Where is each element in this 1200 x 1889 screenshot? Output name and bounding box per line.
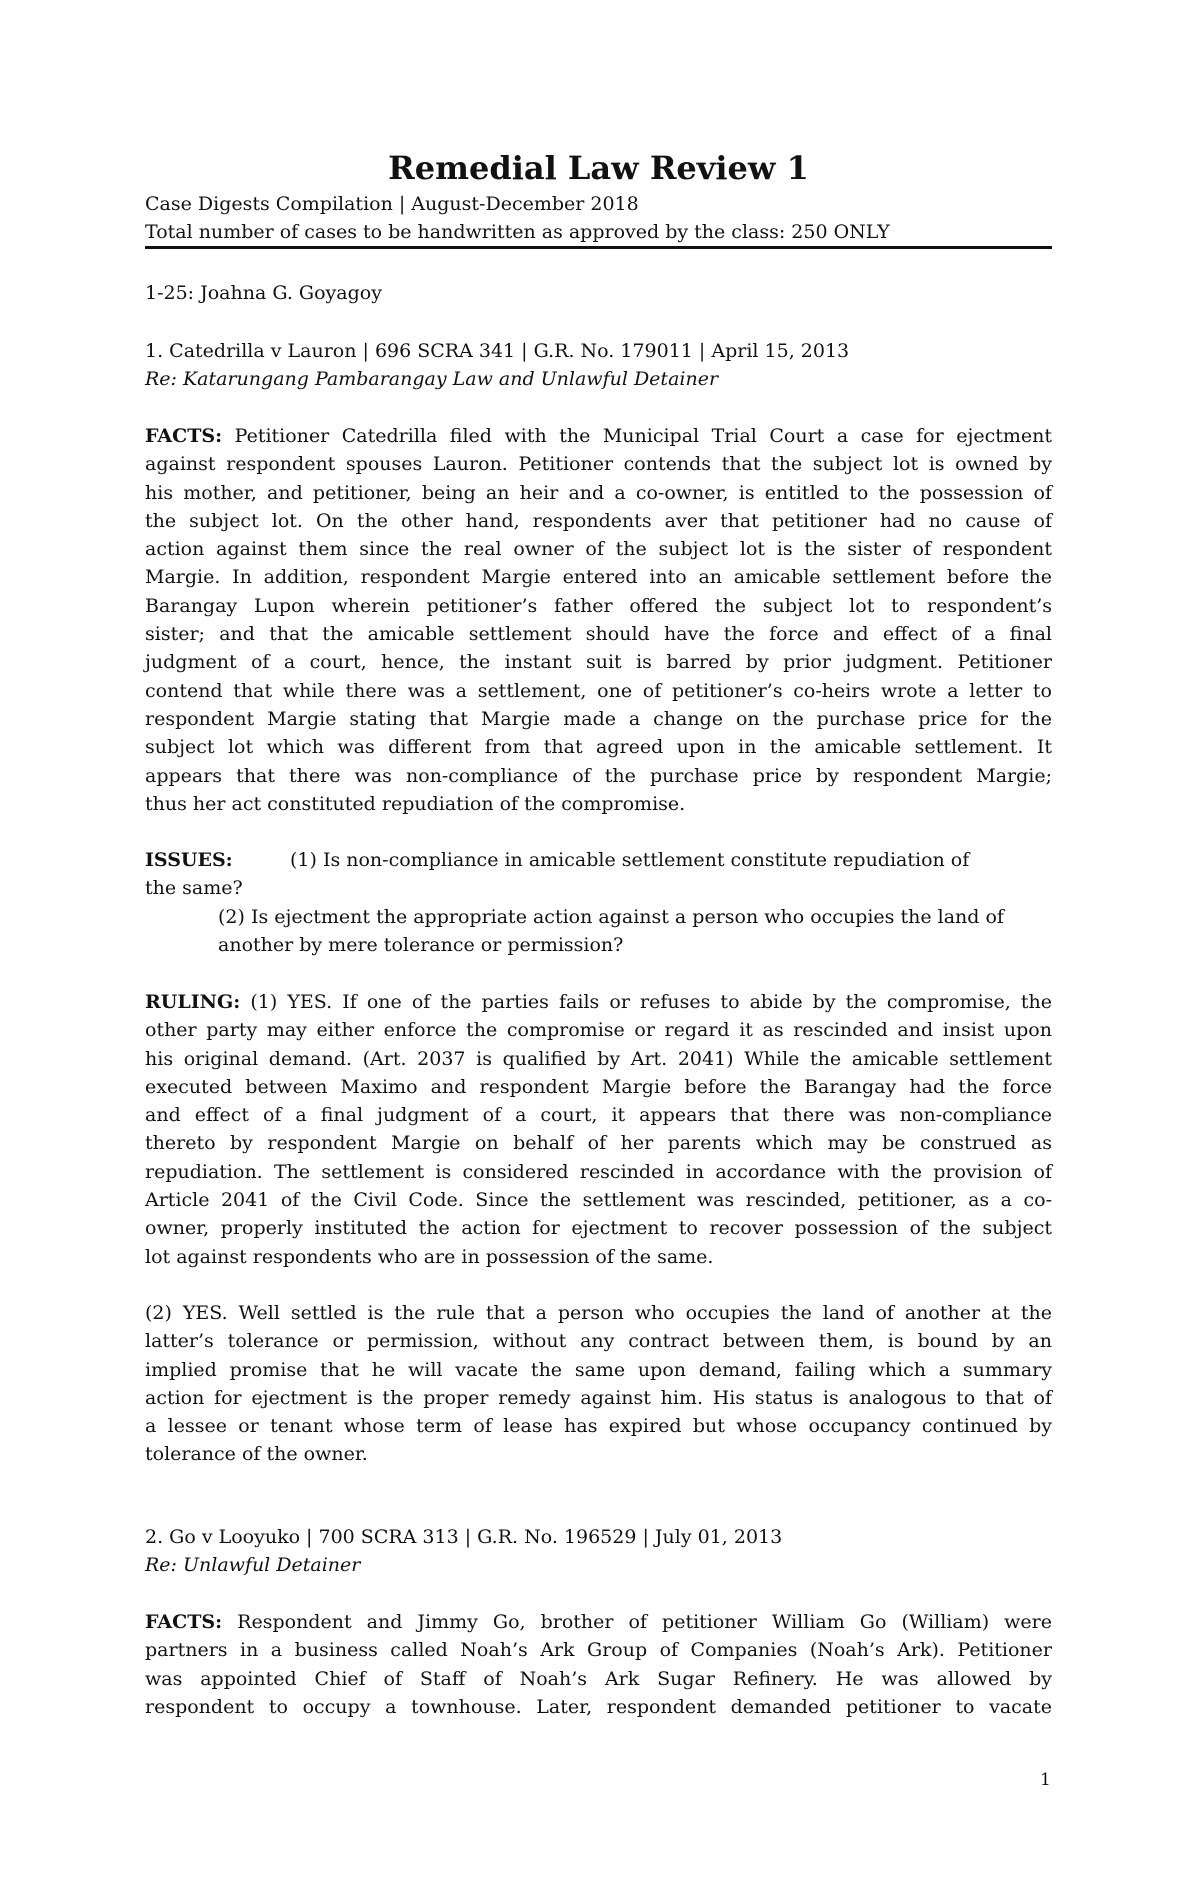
facts-line: FACTS: Respondent and Jimmy Go, brother of petitioner William Go (William) were bbox=[145, 1611, 1052, 1633]
ruling-line: and effect of a final judgment of a court, it appears that there was non-compliance bbox=[145, 1104, 1052, 1127]
facts-line: his mother, and petitioner, being an heir and a co-owner, is entitled to the possession of bbox=[145, 481, 1052, 504]
facts-line: Margie. In addition, respondent Margie entered into an amicable settlement before the bbox=[145, 566, 1052, 589]
facts-line: contend that while there was a settlement, one of petitioner’s co-heirs wrote a letter to bbox=[145, 679, 1052, 702]
case-1-header bbox=[145, 337, 1052, 394]
ruling-line: a lessee or tenant whose term of lease has expired but whose occupancy continued by bbox=[145, 1415, 1052, 1438]
issue-line: (2) Is ejectment the appropriate action against a person who occupies the land of bbox=[218, 905, 1004, 928]
ruling-line: action for ejectment is the proper remedy against him. His status is analogous to that of bbox=[145, 1386, 1052, 1409]
facts-line: Barangay Lupon wherein petitioner’s father offered the subject lot to respondent’s bbox=[145, 594, 1052, 617]
facts-line: against respondent spouses Lauron. Petitioner contends that the subject lot is owned by bbox=[145, 453, 1052, 476]
issue-line: another by mere tolerance or permission? bbox=[218, 933, 624, 956]
issues-label: ISSUES: bbox=[145, 849, 233, 871]
case-heading: 1. Catedrilla v Lauron | 696 SCRA 341 | G.R. No. 179011 | April 15, 2013 bbox=[145, 340, 850, 362]
page-number: 1 bbox=[1040, 1770, 1051, 1790]
ruling-line: repudiation. The settlement is considered rescinded in accordance with the provision of bbox=[145, 1160, 1052, 1183]
ruling-line: executed between Maximo and respondent Margie before the Barangay had the force bbox=[145, 1075, 1052, 1098]
case-topic: Re: Unlawful Detainer bbox=[145, 1554, 361, 1577]
issue-line: the same? bbox=[145, 877, 243, 900]
document-note: Total number of cases to be handwritten as approved by the class: 250 ONLY bbox=[145, 221, 890, 243]
case-2-facts bbox=[145, 1608, 1052, 1721]
facts-label: FACTS: bbox=[145, 1611, 223, 1633]
ruling-line: other party may either enforce the compromise or regard it as rescinded and insist upon bbox=[145, 1019, 1052, 1042]
ruling-line: latter’s tolerance or permission, without any contract between them, is bound by an bbox=[145, 1330, 1052, 1353]
case-topic: Re: Katarungang Pambarangay Law and Unlawful Detainer bbox=[145, 368, 719, 391]
facts-line: the subject lot. On the other hand, respondents aver that petitioner had no cause of bbox=[145, 509, 1052, 532]
ruling-line: lot against respondents who are in possession of the same. bbox=[145, 1245, 714, 1268]
assignment-line: 1-25: Joahna G. Goyagoy bbox=[145, 282, 382, 304]
case-2-header bbox=[145, 1523, 1052, 1580]
facts-label: FACTS: bbox=[145, 425, 223, 447]
ruling-line: (2) YES. Well settled is the rule that a person who occupies the land of another at the bbox=[145, 1302, 1052, 1324]
assignment-block bbox=[145, 279, 1052, 307]
facts-line: partners in a business called Noah’s Ark Group of Companies (Noah’s Ark). Petitioner bbox=[145, 1639, 1052, 1662]
facts-line: was appointed Chief of Staff of Noah’s Ark Sugar Refinery. He was allowed by bbox=[145, 1667, 1052, 1690]
ruling-line: tolerance of the owner. bbox=[145, 1443, 368, 1466]
facts-line: thus her act constituted repudiation of the compromise. bbox=[145, 792, 686, 815]
facts-line: respondent Margie stating that Margie made a change on the purchase price for the bbox=[145, 707, 1052, 730]
document-subtitle: Case Digests Compilation | August-December 2018 bbox=[145, 193, 639, 215]
case-1-ruling-1 bbox=[145, 988, 1052, 1271]
ruling-line: his original demand. (Art. 2037 is qualified by Art. 2041) While the amicable settlement bbox=[145, 1047, 1052, 1070]
case-1-facts bbox=[145, 422, 1052, 818]
ruling-line: RULING: (1) YES. If one of the parties fails or refuses to abide by the compromise, the bbox=[145, 991, 1052, 1013]
facts-line: action against them since the real owner of the subject lot is the sister of respondent bbox=[145, 538, 1052, 561]
case-heading: 2. Go v Looyuko | 700 SCRA 313 | G.R. No. 196529 | July 01, 2013 bbox=[145, 1526, 783, 1548]
facts-line: appears that there was non-compliance of the purchase price by respondent Margie; bbox=[145, 764, 1052, 787]
ruling-line: implied promise that he will vacate the same upon demand, failing which a summary bbox=[145, 1358, 1052, 1381]
facts-line: judgment of a court, hence, the instant suit is barred by prior judgment. Petitioner bbox=[145, 651, 1052, 674]
facts-line: sister; and that the amicable settlement should have the force and effect of a final bbox=[145, 623, 1052, 646]
facts-line: FACTS: Petitioner Catedrilla filed with the Municipal Trial Court a case for ejectment bbox=[145, 425, 1052, 447]
document-title: Remedial Law Review 1 bbox=[388, 149, 809, 187]
ruling-label: RULING: bbox=[145, 991, 241, 1013]
case-1-issues bbox=[145, 846, 1052, 959]
facts-line: subject lot which was different from that agreed upon in the amicable settlement. It bbox=[145, 736, 1052, 759]
case-1-ruling-2 bbox=[145, 1299, 1052, 1469]
header-divider bbox=[145, 246, 1052, 249]
facts-line: respondent to occupy a townhouse. Later, respondent demanded petitioner to vacate bbox=[145, 1695, 1052, 1718]
ruling-line: thereto by respondent Margie on behalf of her parents which may be construed as bbox=[145, 1132, 1052, 1155]
ruling-line: owner, properly instituted the action for ejectment to recover possession of the subject bbox=[145, 1217, 1052, 1240]
ruling-line: Article 2041 of the Civil Code. Since the settlement was rescinded, petitioner, as a co- bbox=[145, 1189, 1052, 1212]
issue-line: ISSUES: (1) Is non-compliance in amicable settlement constitute repudiation of bbox=[145, 846, 1052, 874]
